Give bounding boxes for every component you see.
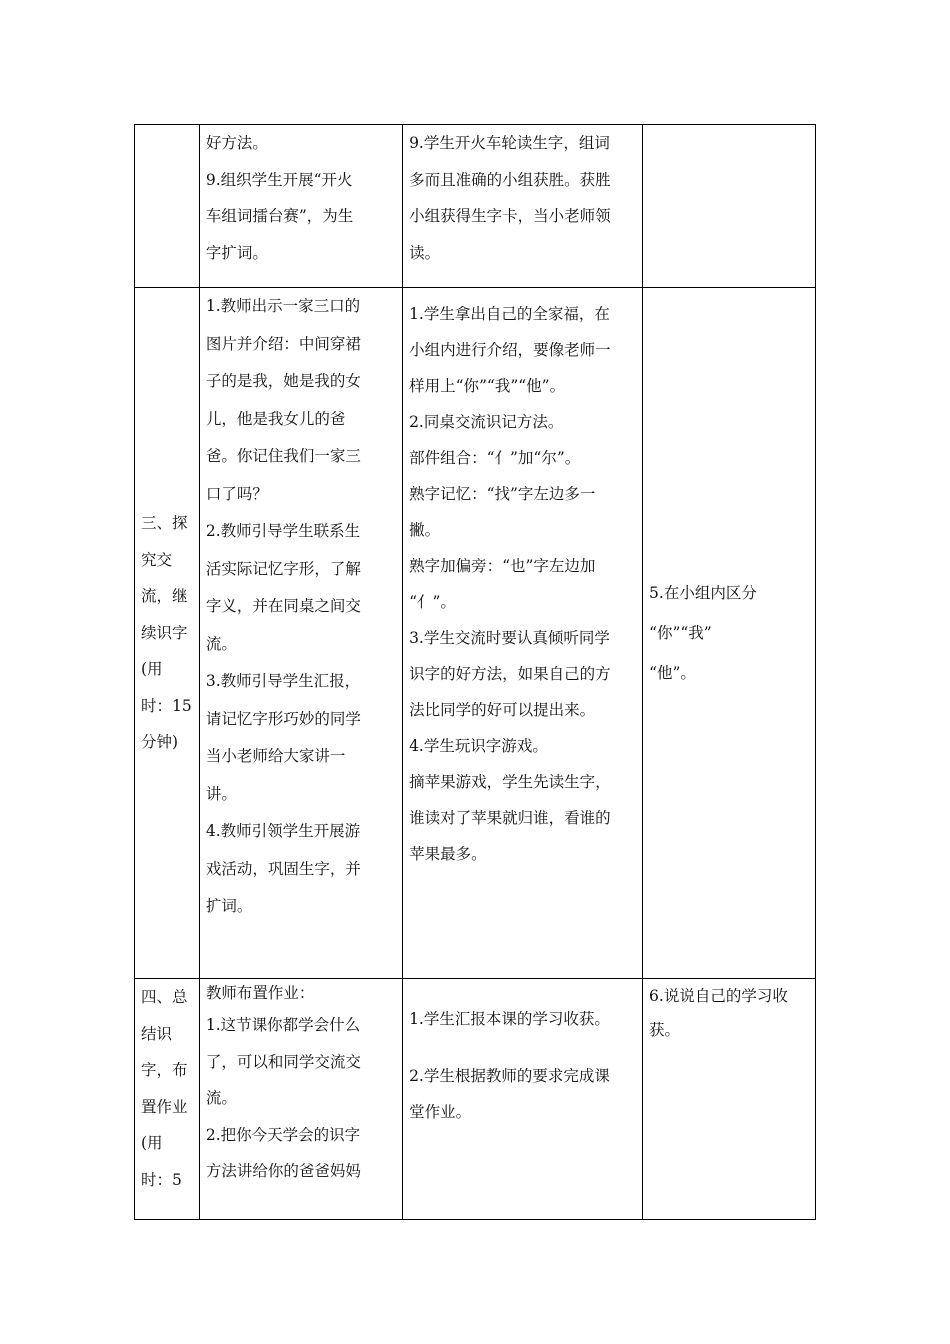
text-line: 小组内进行介绍，要像老师一: [409, 341, 611, 359]
text-line: 流，继: [141, 587, 188, 606]
text-line: 儿，他是我女儿的爸: [205, 409, 346, 428]
text-line: 部件组合：“亻”加“尔”。: [409, 449, 581, 467]
text-line: 车组词擂台赛”，为生: [205, 207, 354, 225]
text-line: 扩词。: [205, 897, 253, 915]
text-line: 3.教师引导学生汇报，: [205, 672, 361, 690]
text-line: 1.学生汇报本课的学习收获。: [409, 1010, 610, 1028]
table-row: [135, 288, 816, 979]
text-line: 读。: [409, 243, 441, 262]
text-line: 获。: [649, 1021, 681, 1039]
text-line: 置作业: [141, 1097, 188, 1116]
text-line: “他”。: [649, 664, 696, 682]
text-line: 续识字: [141, 623, 188, 642]
text-line: 9.组织学生开展“开火: [205, 170, 353, 189]
text-line: 9.学生开火车轮读生字，组词: [409, 134, 610, 152]
table-row: [135, 125, 816, 288]
text-line: “你”“我”: [649, 624, 712, 642]
text-line: 方法讲给你的爸爸妈妈: [205, 1162, 361, 1180]
text-line: 子的是我，她是我的女: [205, 372, 361, 390]
text-line: 分钟): [141, 733, 179, 752]
text-line: 6.说说自己的学习收: [649, 987, 788, 1005]
table-row: [135, 979, 816, 1220]
spacer: [409, 1038, 636, 1058]
text-line: “亻”。: [409, 593, 456, 611]
text-line: 1.教师出示一家三口的: [205, 297, 361, 315]
text-line: 结识: [141, 1024, 173, 1043]
text-line: 当小老师给大家讲一: [205, 747, 346, 765]
teacher-activity-cell: [199, 288, 402, 979]
text-line: 多而且准确的小组获胜。获胜: [409, 170, 611, 189]
text-line: (用: [141, 660, 163, 679]
text-line: 口了吗？: [205, 484, 268, 503]
text-line: 识字的好方法，如果自己的方: [409, 665, 611, 683]
text-line: 字扩词。: [205, 243, 268, 262]
text-line: 法比同学的好可以提出来。: [409, 701, 596, 719]
text-line: 样用上“你”“我”“他”。: [409, 377, 566, 395]
text-line: 1.这节课你都学会什么: [205, 1016, 361, 1034]
lesson-plan-table: [134, 124, 816, 1220]
text-line: 5.在小组内区分: [649, 584, 757, 602]
text-line: 字，布: [141, 1061, 188, 1079]
text-line: 活实际记忆字形，了解: [205, 559, 361, 578]
text-line: 图片并介绍：中间穿裙: [205, 334, 361, 353]
text-line: 讲。: [205, 784, 237, 803]
design-intent-cell: [643, 288, 816, 979]
text-line: 四、总: [141, 988, 188, 1006]
stage-cell: [135, 979, 200, 1220]
text-line: 小组获得生字卡，当小老师领: [409, 207, 611, 225]
student-activity-cell: [403, 979, 643, 1220]
text-line: 时：5: [141, 1170, 182, 1189]
text-line: 苹果最多。: [409, 845, 487, 863]
text-line: 戏活动，巩固生字，并: [205, 859, 361, 878]
text-line: 堂作业。: [409, 1103, 472, 1121]
text-line: (用: [141, 1134, 163, 1152]
text-line: 流。: [205, 634, 237, 653]
design-intent-cell: [643, 979, 816, 1220]
text-line: 撇。: [409, 521, 441, 539]
text-line: 熟字记忆：“找”字左边多一: [409, 485, 596, 503]
student-activity-cell: [403, 125, 643, 288]
teacher-activity-cell: [199, 979, 402, 1220]
text-line: 流。: [205, 1089, 237, 1107]
stage-cell: [135, 288, 200, 979]
text-line: 三、探: [141, 514, 188, 533]
text-line: 爸。你记住我们一家三: [205, 447, 361, 465]
text-line: 好方法。: [205, 134, 268, 152]
text-line: 时：15: [141, 696, 192, 715]
stage-cell: [135, 125, 200, 288]
text-line: 究交: [141, 550, 173, 569]
text-line: 2.同桌交流识记方法。: [409, 413, 564, 431]
student-activity-cell: [403, 288, 643, 979]
text-line: 1.学生拿出自己的全家福，在: [409, 305, 610, 323]
text-line: 2.教师引导学生联系生: [205, 522, 361, 540]
text-line: 请记忆字形巧妙的同学: [205, 709, 361, 728]
teacher-activity-cell: [199, 125, 402, 288]
text-line: 4.教师引领学生开展游: [205, 822, 361, 840]
text-line: 摘苹果游戏，学生先读生字，: [409, 773, 611, 791]
design-intent-cell: [643, 125, 816, 288]
text-line: 谁读对了苹果就归谁，看谁的: [409, 809, 611, 827]
text-line: 2.学生根据教师的要求完成课: [409, 1066, 610, 1085]
text-line: 字义，并在同桌之间交: [205, 597, 361, 615]
text-line: 了，可以和同学交流交: [205, 1052, 361, 1071]
text-line: 教师布置作业：: [205, 984, 315, 1002]
text-line: 2.把你今天学会的识字: [205, 1125, 361, 1144]
text-line: 4.学生玩识字游戏。: [409, 737, 548, 755]
text-line: 3.学生交流时要认真倾听同学: [409, 629, 610, 647]
text-line: 熟字加偏旁：“也”字左边加: [409, 557, 596, 575]
